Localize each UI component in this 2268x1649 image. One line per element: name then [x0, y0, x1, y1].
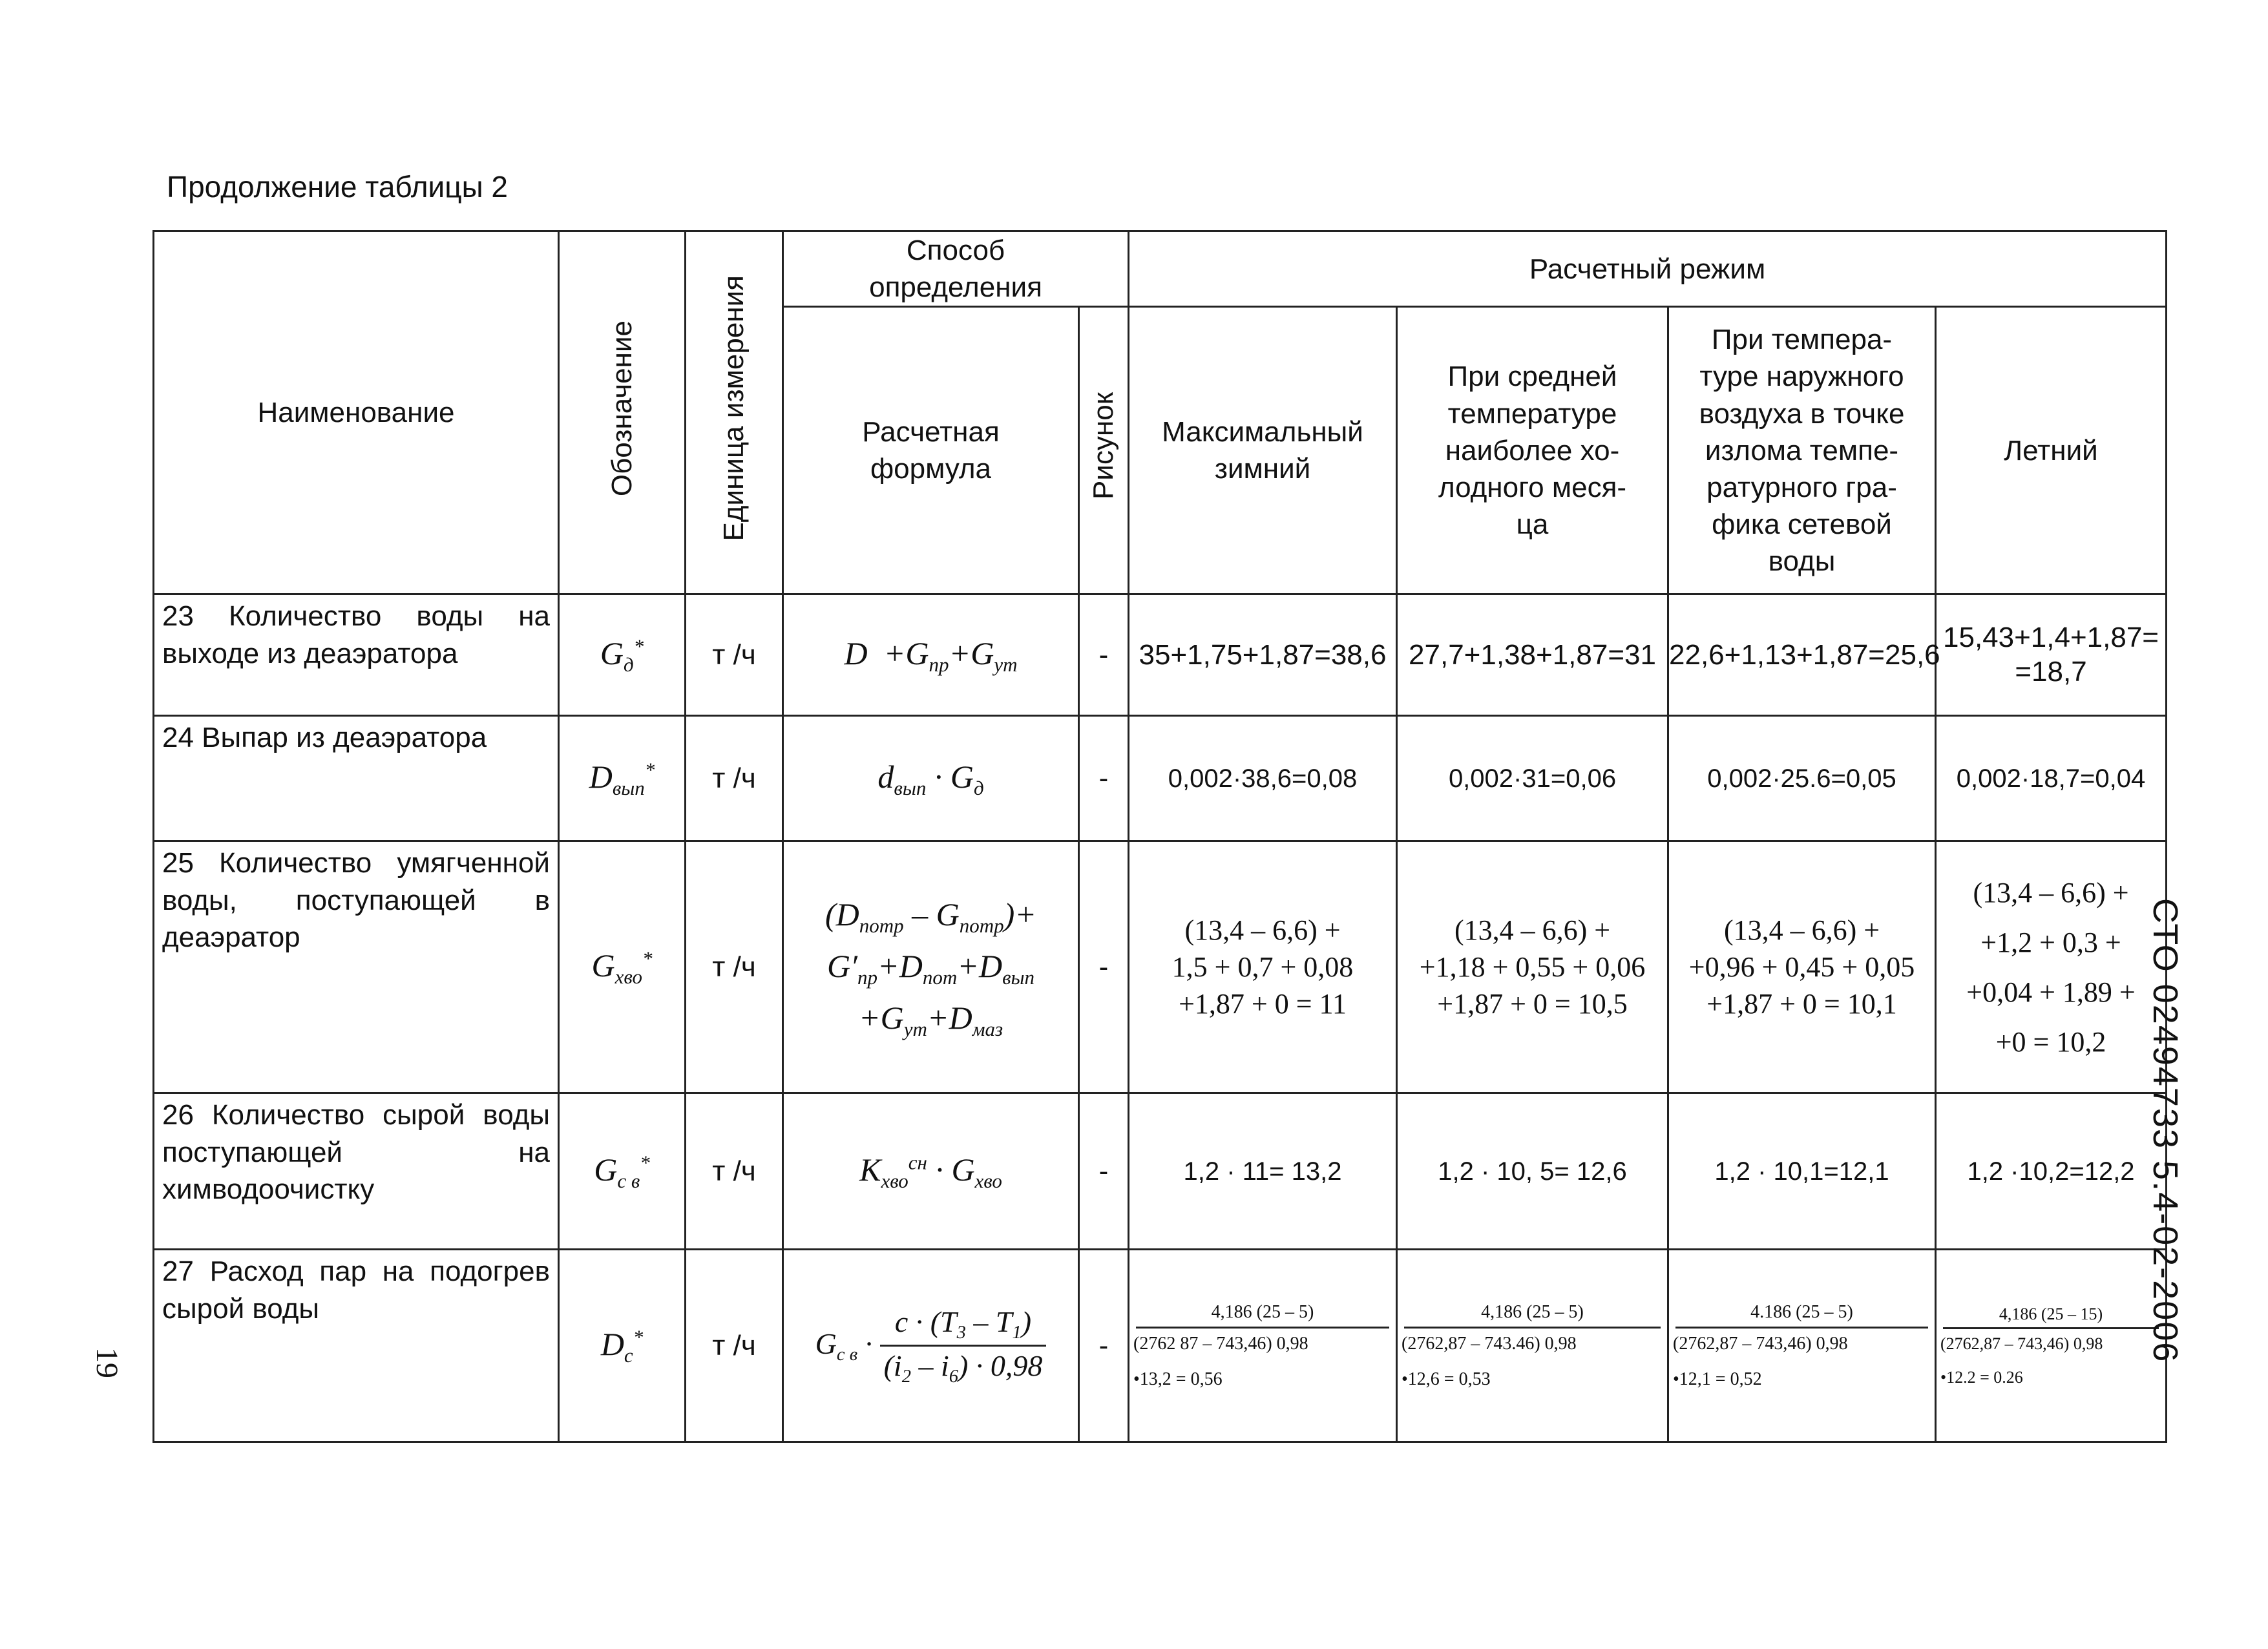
row-figure: -: [1079, 594, 1129, 716]
row-figure: -: [1079, 1250, 1129, 1442]
value-avg-cold: 4,186 (25 – 5) (2762,87 – 743.46) 0,98 •12,6 = 0,53: [1397, 1250, 1668, 1442]
row-formula: $(D_{потр} - G_{потр})+$ $G'_{пр}+D_{пот}+D_{вып}$ $+G_{ут}+D_{маз}$: [783, 841, 1079, 1093]
row-unit: т /ч: [686, 716, 783, 841]
value-break-point: (13,4 – 6,6) + +0,96 + 0,45 + 0,05 +1,87 + 0 = 10,1: [1668, 841, 1936, 1093]
value-max-winter: 35+1,75+1,87=38,6: [1129, 594, 1397, 716]
header-method: Способ определения: [783, 231, 1129, 307]
row-unit: т /ч: [686, 841, 783, 1093]
page-number: 19: [90, 1347, 124, 1378]
row-unit: т /ч: [686, 594, 783, 716]
row-symbol: $G_{с в}^*$: [559, 1093, 686, 1250]
row-unit: т /ч: [686, 1250, 783, 1442]
header-name: Наименование: [154, 231, 559, 594]
value-summer: 4,186 (25 – 15) (2762,87 – 743,46) 0,98 •12.2 = 0.26: [1936, 1250, 2167, 1442]
table-caption: Продолжение таблицы 2: [167, 170, 509, 204]
header-unit: Единица измерения: [686, 231, 783, 594]
value-summer: 15,43+1,4+1,87= =18,7: [1936, 594, 2167, 716]
row-figure: -: [1079, 841, 1129, 1093]
table-row: [154, 1250, 2167, 1442]
value-max-winter: 4,186 (25 – 5) (2762 87 – 743,46) 0,98 •13,2 = 0,56: [1129, 1250, 1397, 1442]
row-formula: $D +G_{пр}+G_{ут}$: [783, 594, 1079, 716]
row-symbol: $D_с^*$: [559, 1250, 686, 1442]
value-summer: (13,4 – 6,6) + +1,2 + 0,3 + +0,04 + 1,89 + +0 = 10,2: [1936, 841, 2167, 1093]
value-summer: 1,2 ·10,2=12,2: [1936, 1093, 2167, 1250]
value-avg-cold: 27,7+1,38+1,87=31: [1397, 594, 1668, 716]
row-name: 24 Выпар из деаэратора: [154, 716, 559, 841]
value-break-point: 1,2 · 10,1=12,1: [1668, 1093, 1936, 1250]
row-unit: т /ч: [686, 1093, 783, 1250]
value-max-winter: 1,2 · 11= 13,2: [1129, 1093, 1397, 1250]
row-symbol: $G_д^*$: [559, 594, 686, 716]
header-max-winter: Максимальный зимний: [1129, 307, 1397, 594]
value-break-point: 22,6+1,13+1,87=25,6: [1668, 594, 1936, 716]
header-avg-cold: При средней температуре наиболее хо-лодного меся-ца: [1397, 307, 1668, 594]
row-figure: -: [1079, 1093, 1129, 1250]
row-name: 23 Количество воды на выходе из деаэратора: [154, 594, 559, 716]
value-break-point: 0,002·25.6=0,05: [1668, 716, 1936, 841]
row-formula: $d_{вып} \cdot G_д$: [783, 716, 1079, 841]
row-name: 26 Количество сырой воды поступающей на химводоочистку: [154, 1093, 559, 1250]
table-row: [154, 716, 2167, 841]
value-break-point: 4.186 (25 – 5) (2762,87 – 743,46) 0,98 •12,1 = 0,52: [1668, 1250, 1936, 1442]
value-max-winter: 0,002·38,6=0,08: [1129, 716, 1397, 841]
row-symbol: $D_{вып}^*$: [559, 716, 686, 841]
row-formula: $G_{с в}$ · $\frac{c \cdot (T_3 - T_1)}{(i_2 - i_6) \cdot 0,98}$: [783, 1250, 1079, 1442]
table-row: [154, 1093, 2167, 1250]
header-summer: Летний: [1936, 307, 2167, 594]
header-formula: Расчетная формула: [783, 307, 1079, 594]
row-name: 27 Расход пар на подогрев сырой воды: [154, 1250, 559, 1442]
value-avg-cold: 0,002·31=0,06: [1397, 716, 1668, 841]
parameters-table: [152, 230, 2167, 1443]
value-avg-cold: (13,4 – 6,6) + +1,18 + 0,55 + 0,06 +1,87 + 0 = 10,5: [1397, 841, 1668, 1093]
row-formula: $K_{хво}^{сн} \cdot G_{хво}$: [783, 1093, 1079, 1250]
header-mode: Расчетный режим: [1129, 231, 2167, 307]
value-summer: 0,002·18,7=0,04: [1936, 716, 2167, 841]
value-max-winter: (13,4 – 6,6) + 1,5 + 0,7 + 0,08 +1,87 + 0 = 11: [1129, 841, 1397, 1093]
header-break-point: При темпера-туре наружного воздуха в точке излома темпе-ратурного гра-фика сетевой воды: [1668, 307, 1936, 594]
row-symbol: $G_{хво}^*$: [559, 841, 686, 1093]
header-symbol: Обозначение: [559, 231, 686, 594]
header-figure: Рисунок: [1079, 307, 1129, 594]
table-row: [154, 594, 2167, 716]
row-figure: -: [1079, 716, 1129, 841]
document-code: СТО 02494733 5.4-02-2006: [2146, 898, 2185, 1363]
value-avg-cold: 1,2 · 10, 5= 12,6: [1397, 1093, 1668, 1250]
row-name: 25 Количество умягченной воды, поступающей в деаэратор: [154, 841, 559, 1093]
table-row: [154, 841, 2167, 1093]
